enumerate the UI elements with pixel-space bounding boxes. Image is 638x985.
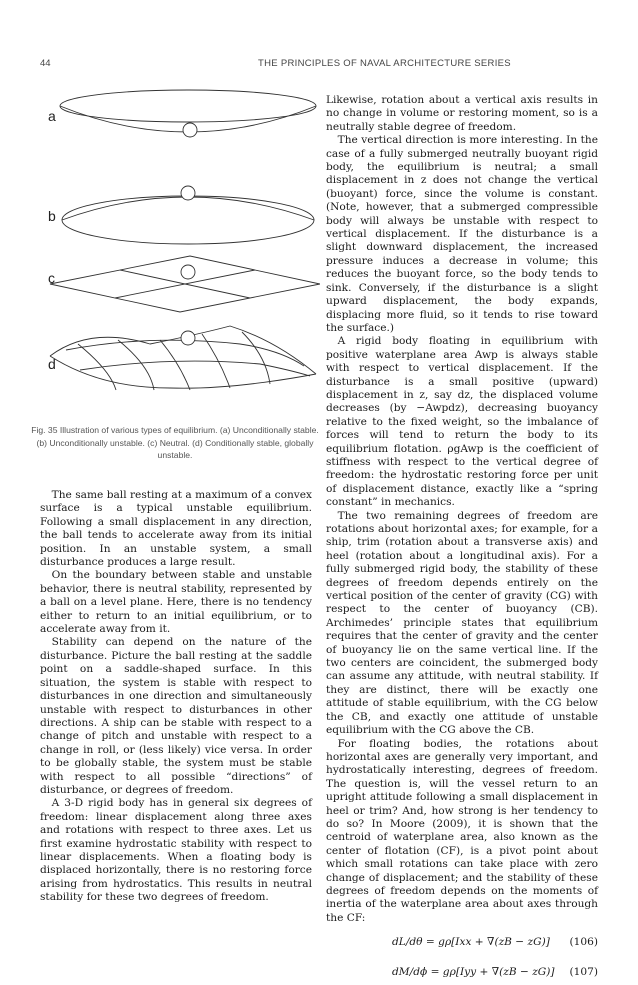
right-paragraph-1: Likewise, rotation about a vertical axis results in no change in volume or restoring moment, so is a neutrally stable degree of freedom. [326,94,598,133]
panel-a-bowl [60,90,316,137]
equation-107-expression: dM/dϕ = gρ[Iyy + ∇(zB − zG)] [392,966,555,979]
panel-label-a: a [48,108,56,124]
series-title: THE PRINCIPLES OF NAVAL ARCHITECTURE SERIES [258,58,511,69]
panel-d-saddle [50,326,316,390]
left-paragraph-2: On the boundary between stable and unstable behavior, there is neutral stability, represented by a ball on a level plane. Here, there is no tendency either to return to an initial equilibrium, or to accelerate away from it. [40,569,312,636]
right-paragraph-3: A rigid body floating in equilibrium with positive waterplane area Awp is always stable with respect to vertical displacement. If the disturbance is a small positive (upward) displacement in z, say dz, the displaced volume decreases (by −Awpdz), decreasing buoyancy relative to the fixed weight, so the imbalance of forces will tend to return the body to its equilibrium flotation. ρgAwp is the coefficient of stiffness with respect to the vertical degree of freedom: the hydrostatic restoring force per unit of displacement distance, exactly like a “spring constant” in mechanics. [326,335,598,509]
left-paragraph-4: A 3-D rigid body has in general six degrees of freedom: linear displacement along three axes and rotations with respect to three axes. Let us first examine hydrostatic stability with respect to linear displacements. When a floating body is displaced horizontally, there is no restoring force arising from hydrostatics. This results in neutral stability for these two degrees of freedom. [40,797,312,904]
left-paragraph-3: Stability can depend on the nature of the disturbance. Picture the ball resting at the saddle point on a saddle-shaped surface. In this situation, the system is stable with respect to disturbances in one direction and simultaneously unstable with respect to disturbances in other directions. A ship can be stable with respect to a change of pitch and unstable with respect to a change in roll, or (less likely) vice versa. In order to be globally stable, the system must be stable with respect to all possible “directions” of disturbance, or degrees of freedom. [40,636,312,796]
panel-c-plane [50,256,320,312]
right-paragraph-2: The vertical direction is more interesting. In the case of a fully submerged neutrally buoyant rigid body, the equilibrium is neutral; a small displacement in z does not change the vertical (buoyant) force, since the volume is constant. (Note, however, that a submerged compressible body will always be unstable with respect to vertical displacement. If the disturbance is a slight downward displacement, the increased pressure induces a decrease in volume; this reduces the buoyant force, so the body tends to sink. Conversely, if the disturbance is a slight upward displacement, the body expands, displacing more fluid, so it tends to rise toward the surface.) [326,134,598,334]
panel-b-dome [62,186,314,244]
equation-107 [326,961,598,985]
equilibrium-figure [30,88,320,458]
equation-106-number: (106) [569,936,598,949]
equation-106-expression: dL/dθ = gρ[Ixx + ∇(zB − zG)] [392,936,550,949]
equilibrium-illustration [30,88,320,418]
panel-label-b: b [48,208,56,224]
figure-caption: Fig. 35 Illustration of various types of equilibrium. (a) Unconditionally stable. (b) Unconditionally unstable. (c) Neutral. (d) Conditionally stable, globally unstable. [31,425,319,460]
left-paragraph-1: The same ball resting at a maximum of a convex surface is a typical unstable equilibrium. Following a small displacement in any direction, the ball tends to accelerate away from its initial position. In an unstable system, a small disturbance produces a large result. [40,489,312,569]
left-column [40,489,312,905]
right-paragraph-4: The two remaining degrees of freedom are rotations about horizontal axes; for example, for a ship, trim (rotation about a transverse axis) and heel (rotation about a longitudinal axis). For a fully submerged rigid body, the stability of these degrees of freedom depends entirely on the vertical position of the center of gravity (CG) with respect to the center of buoyancy (CB). Archimedes’ principle states that equilibrium requires that the center of gravity and the center of buoyancy lie on the same vertical line. If the two centers are coincident, the submerged body can assume any attitude, with neutral stability. If they are distinct, there will be exactly one attitude of stable equilibrium, with the CG below the CB, and exactly one attitude of unstable equilibrium with the CG above the CB. [326,509,598,737]
running-head [40,58,600,72]
page-number: 44 [40,58,51,69]
right-column [326,94,598,985]
right-paragraph-5: For floating bodies, the rotations about horizontal axes are generally very important, and hydrostatically interesting, degrees of freedom. The question is, will the vessel return to an upright attitude following a small displacement in heel or trim? And, how strong is her tendency to do so? In Moore (2009), it is shown that the centroid of waterplane area, also known as the center of flotation (CF), is a pivot point about which small rotations can take place with zero change of displacement; and the stability of these degrees of freedom depends on the moments of inertia of the waterplane area about axes through the CF: [326,737,598,924]
panel-label-c: c [48,270,55,286]
equation-106 [326,931,598,955]
equation-107-number: (107) [569,966,598,979]
panel-label-d: d [48,356,56,372]
